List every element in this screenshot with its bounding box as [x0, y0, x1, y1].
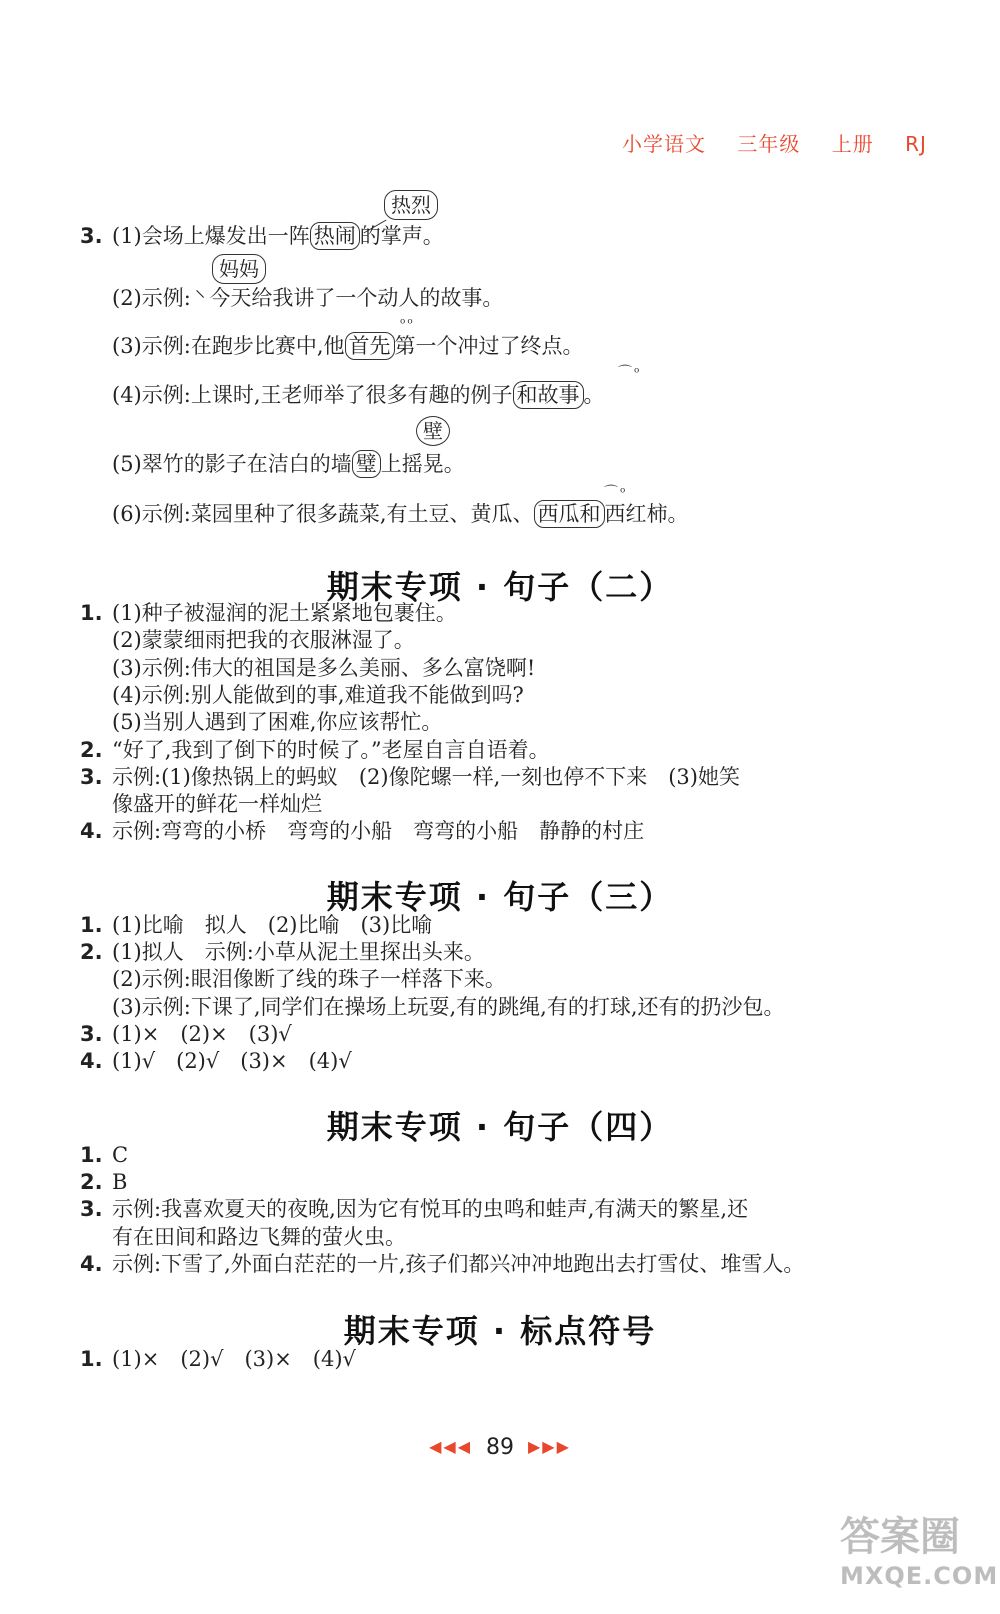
- answer-text: (4)示例:别人能做到的事,难道我不能做到吗?: [112, 682, 524, 707]
- correction-callout: 壁: [416, 416, 450, 446]
- answer-line: [80, 709, 442, 735]
- answer-line: [80, 818, 644, 844]
- answer-line: [80, 627, 415, 653]
- question-number: 3.: [80, 224, 103, 248]
- answer-text: (2)示例:眼泪像断了线的珠子一样落下来。: [112, 967, 506, 992]
- answer-line: [80, 1196, 748, 1222]
- answer-line: [80, 994, 785, 1020]
- answer-line: 3. (1)会场上爆发出一阵 热闹 的掌声。: [80, 224, 444, 248]
- swap-mark: ᵒᵒ: [400, 316, 415, 332]
- header-edition: RJ: [905, 132, 927, 156]
- watermark-logo: 答案圈 MXQE.COM: [840, 1514, 999, 1590]
- answer-line: [80, 939, 485, 965]
- section-title: 期末专项 · 句子（三）: [326, 878, 674, 916]
- answer-text: B: [112, 1170, 128, 1195]
- answer-text: 示例:下雪了,外面白茫茫的一片,孩子们都兴冲冲地跑出去打雪仗、堆雪人。: [112, 1251, 805, 1276]
- answer-text: “好了,我到了倒下的时候了。”老屋自言自语着。: [112, 737, 550, 762]
- marked-word: 西瓜和: [534, 500, 605, 528]
- answer-text: 示例:我喜欢夏天的夜晚,因为它有悦耳的虫鸣和蛙声,有满天的繁星,还: [112, 1197, 749, 1222]
- answer-line: [80, 791, 322, 817]
- book-header: [622, 128, 927, 157]
- question-number: 2.: [80, 1170, 103, 1195]
- answer-text: 像盛开的鲜花一样灿烂: [112, 792, 322, 817]
- answer-line: [80, 655, 535, 681]
- correction-callout: 妈妈: [212, 254, 266, 284]
- next-arrows-icon: ▶▶▶: [528, 1437, 571, 1456]
- answer-line: (2)示例: ⸌ 今天给我讲了一个动人的故事。: [112, 286, 504, 310]
- question-number: 4.: [80, 1251, 103, 1276]
- section-title: 期末专项 · 标点符号: [343, 1312, 657, 1350]
- question-number: 1.: [80, 1347, 103, 1371]
- header-volume: 上册: [831, 132, 874, 156]
- answer-text: (2)蒙蒙细雨把我的衣服淋湿了。: [112, 628, 415, 653]
- answer-line: [80, 682, 524, 708]
- answer-line: [80, 1048, 352, 1074]
- answer-text: 示例:弯弯的小桥 弯弯的小船 弯弯的小船 静静的村庄: [112, 819, 645, 844]
- question-number: 3.: [80, 764, 103, 789]
- answer-line: [80, 912, 432, 938]
- answer-line: [80, 966, 506, 992]
- answer-line: [80, 1142, 128, 1168]
- question-number: 2.: [80, 940, 103, 965]
- correction-callout: 热烈: [384, 190, 438, 220]
- marked-word: 和故事: [513, 381, 584, 409]
- answer-text: 示例:(1)像热锅上的蚂蚁 (2)像陀螺一样,一刻也停不下来 (3)她笑: [112, 764, 740, 789]
- answer-line: [80, 1251, 804, 1277]
- question-number: 2.: [80, 737, 103, 762]
- answer-line: [80, 1021, 292, 1047]
- marked-word: 璧: [352, 450, 381, 478]
- answer-line: (5)翠竹的影子在洁白的墙 璧 上摇晃。: [112, 452, 465, 476]
- answer-text: (1)× (2)× (3)√: [112, 1021, 292, 1046]
- header-grade: 三年级: [737, 132, 801, 156]
- answer-line: [80, 764, 740, 790]
- question-number: 1.: [80, 1143, 103, 1167]
- question-number: 4.: [80, 1049, 103, 1073]
- page-number: 89: [486, 1435, 514, 1460]
- delete-mark: ⌒ᵒ: [618, 365, 642, 381]
- prev-arrows-icon: ◀◀◀: [429, 1437, 472, 1456]
- question-number: 1.: [80, 601, 103, 625]
- answer-line: (6)示例:菜园里种了很多蔬菜,有土豆、黄瓜、 西瓜和 西红柿。: [112, 502, 689, 526]
- page-footer: [0, 1435, 1000, 1460]
- answer-text: C: [112, 1143, 129, 1167]
- header-subject: 小学语文: [622, 132, 706, 156]
- section-title: 期末专项 · 句子（四）: [326, 1108, 674, 1146]
- answer-line: (4)示例:上课时,王老师举了很多有趣的例子 和故事 。: [112, 383, 605, 407]
- answer-line: (3)示例:在跑步比赛中,他 首先 第一个冲过了终点。: [112, 334, 584, 358]
- answer-line: [80, 737, 550, 763]
- answer-text: (5)当别人遇到了困难,你应该帮忙。: [112, 710, 443, 735]
- delete-mark: ⌒ᵒ: [604, 485, 628, 501]
- answer-text: (1)比喻 拟人 (2)比喻 (3)比喻: [112, 913, 433, 937]
- answer-line: [80, 1169, 127, 1195]
- question-number: 3.: [80, 1021, 103, 1046]
- answer-text: (1)× (2)√ (3)× (4)√: [112, 1347, 356, 1371]
- answer-line: [80, 1346, 356, 1372]
- answer-line: [80, 1224, 406, 1250]
- answer-text: (1)拟人 示例:小草从泥土里探出头来。: [112, 940, 485, 965]
- answer-text: (1)种子被湿润的泥土紧紧地包裹住。: [112, 601, 457, 625]
- question-number: 4.: [80, 819, 103, 844]
- question-number: 3.: [80, 1197, 103, 1222]
- section-title: 期末专项 · 句子（二）: [326, 568, 674, 606]
- marked-word: 首先: [345, 332, 395, 360]
- answer-text: (3)示例:下课了,同学们在操场上玩耍,有的跳绳,有的打球,还有的扔沙包。: [112, 994, 785, 1019]
- marked-word: 热闹: [310, 222, 360, 250]
- answer-line: [80, 600, 457, 626]
- insert-mark: ⸌: [194, 286, 206, 310]
- answer-text: (1)√ (2)√ (3)× (4)√: [112, 1049, 352, 1073]
- question-number: 1.: [80, 913, 103, 937]
- answer-text: 有在田间和路边飞舞的萤火虫。: [112, 1224, 406, 1249]
- answer-text: (3)示例:伟大的祖国是多么美丽、多么富饶啊!: [112, 655, 536, 680]
